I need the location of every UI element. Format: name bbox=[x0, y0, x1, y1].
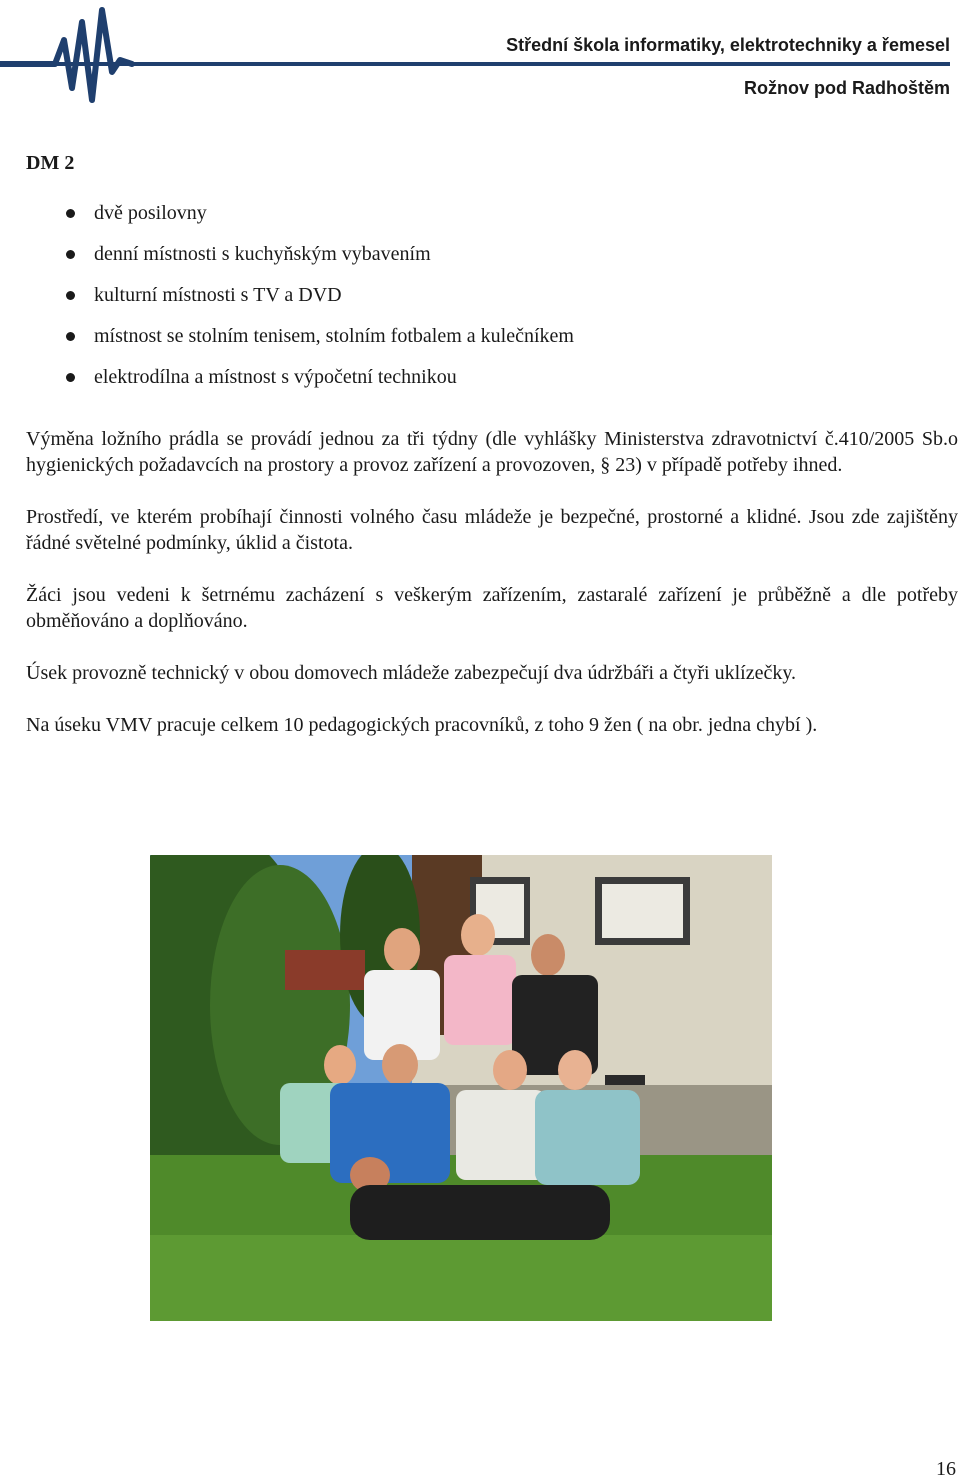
list-item-text: místnost se stolním tenisem, stolním fotbalem a kulečníkem bbox=[94, 325, 574, 347]
bullet-icon bbox=[66, 209, 75, 218]
paragraph-linen: Výměna ložního prádla se provádí jednou za tři týdny (dle vyhlášky Ministerstva zdravotnictví č.410/2005 Sb.o hygienických požadavcích na prostory a provoz zařízení a provozoven, § 23) v případě potřeby ihned. bbox=[26, 428, 958, 476]
feature-list bbox=[26, 193, 958, 398]
paragraph-staff-pedagogical: Na úseku VMV pracuje celkem 10 pedagogických pracovníků, z toho 9 žen ( na obr. jedna chybí ). bbox=[26, 714, 818, 736]
list-item-text: kulturní místnosti s TV a DVD bbox=[94, 284, 342, 306]
list-item-text: dvě posilovny bbox=[94, 202, 207, 224]
page-content bbox=[26, 152, 958, 764]
bullet-icon bbox=[66, 373, 75, 382]
list-item bbox=[66, 357, 958, 398]
school-name: Střední škola informatiky, elektrotechniky a řemesel bbox=[506, 35, 950, 55]
bullet-icon bbox=[66, 291, 75, 300]
paragraph-environment: Prostředí, ve kterém probíhají činnosti volného času mládeže je bezpečné, prostorné a klidné. Jsou zde zajištěny řádné světelné podmínky, úklid a čistota. bbox=[26, 506, 958, 554]
school-city: Rožnov pod Radhoštěm bbox=[744, 78, 950, 98]
section-title: DM 2 bbox=[26, 152, 75, 174]
bullet-icon bbox=[66, 250, 75, 259]
list-item-text: denní místnosti s kuchyňským vybavením bbox=[94, 243, 431, 265]
list-item bbox=[66, 275, 958, 316]
list-item-text: elektrodílna a místnost s výpočetní technikou bbox=[94, 366, 457, 388]
page-number: 16 bbox=[936, 1458, 956, 1480]
bullet-icon bbox=[66, 332, 75, 341]
paragraph-equipment: Žáci jsou vedeni k šetrnému zacházení s veškerým zařízením, zastaralé zařízení je průběžně a dle potřeby obměňováno a doplňováno. bbox=[26, 584, 958, 632]
list-item bbox=[66, 234, 958, 275]
list-item bbox=[66, 193, 958, 234]
list-item bbox=[66, 316, 958, 357]
page-header bbox=[0, 0, 960, 110]
group-photo bbox=[150, 855, 772, 1321]
paragraph-staff-technical: Úsek provozně technický v obou domovech mládeže zabezpečují dva údržbáři a čtyři uklízečky. bbox=[26, 662, 797, 684]
group-photo-illustration bbox=[150, 855, 772, 1321]
